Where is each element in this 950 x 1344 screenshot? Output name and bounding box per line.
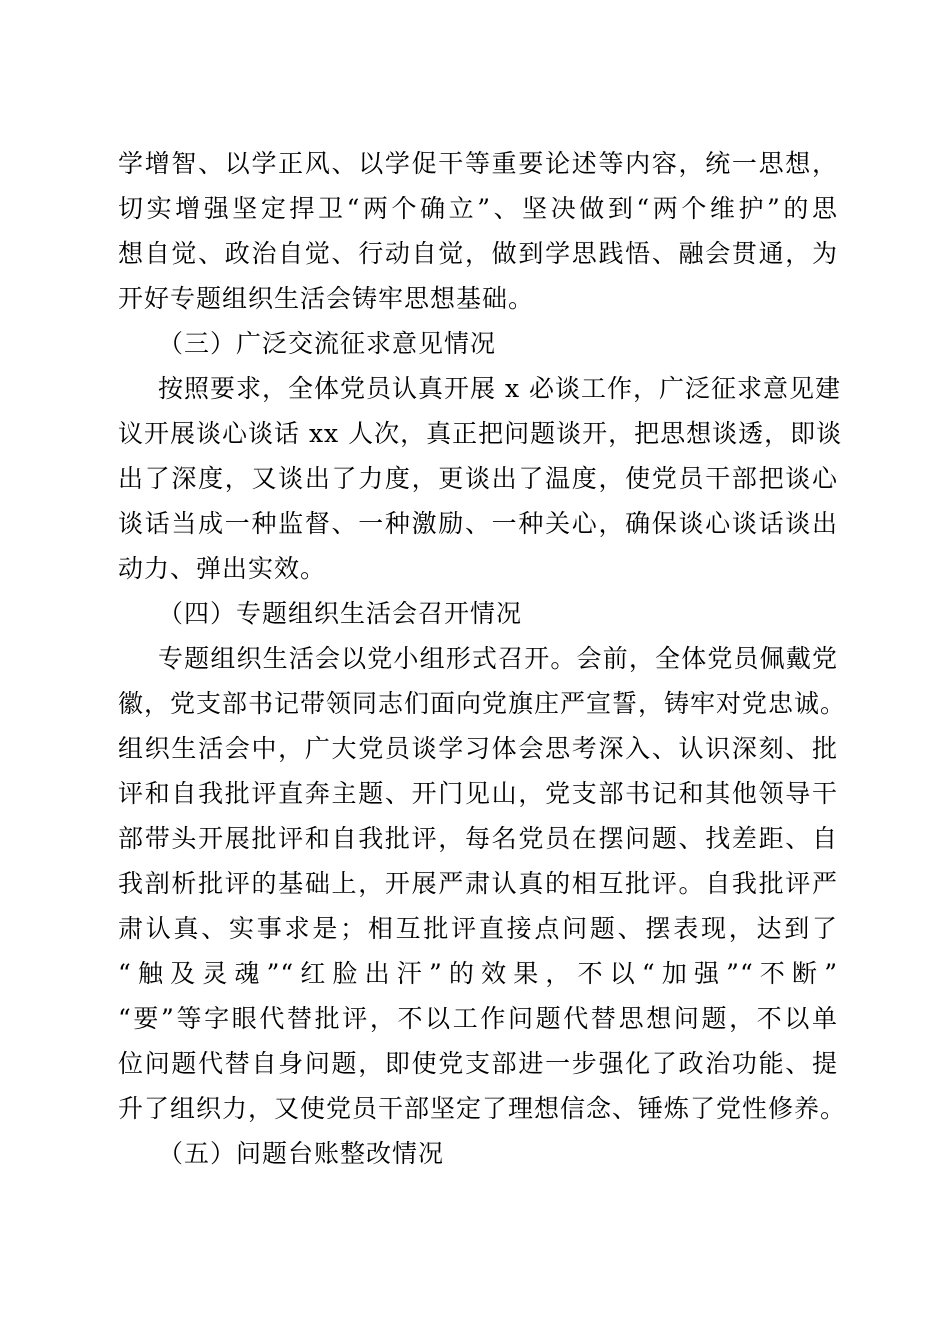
text-line: 议开展谈心谈话 xx 人次，真正把问题谈开，把思想谈透，即谈 (118, 419, 843, 448)
text-line: 出了深度，又谈出了力度，更谈出了温度，使党员干部把谈心 (118, 464, 838, 493)
text-line: 谈话当成一种监督、一种激励、一种关心，确保谈心谈话谈出 (118, 509, 838, 538)
text-line: 按照要求，全体党员认真开展 x 必谈工作，广泛征求意见建 (158, 374, 841, 403)
section-heading: （三）广泛交流征求意见情况 (158, 329, 497, 358)
text-line: 专题组织生活会以党小组形式召开。会前，全体党员佩戴党 (158, 644, 838, 673)
text-line: 徽，党支部书记带领同志们面向党旗庄严宣誓，铸牢对党忠诚。 (118, 689, 847, 718)
text-line: 评和自我批评直奔主题、开门见山，党支部书记和其他领导干 (118, 779, 838, 808)
text-line: 肃认真、实事求是；相互批评直接点问题、摆表现，达到了 (118, 914, 838, 943)
text-line: 升了组织力，又使党员干部坚定了理想信念、锤炼了党性修养。 (118, 1094, 847, 1123)
text-line: 组织生活会中，广大党员谈学习体会思考深入、认识深刻、批 (118, 734, 838, 763)
text-line: 动力、弹出实效。 (118, 554, 327, 583)
text-line: “触及灵魂”“红脸出汗”的效果，不以“加强”“不断” (118, 959, 838, 988)
text-line: 位问题代替自身问题，即使党支部进一步强化了政治功能、提 (118, 1049, 838, 1078)
section-heading: （五）问题台账整改情况 (158, 1139, 445, 1168)
text-line: “要”等字眼代替批评，不以工作问题代替思想问题，不以单 (118, 1004, 838, 1033)
section-heading: （四）专题组织生活会召开情况 (158, 599, 523, 628)
text-line: 学增智、以学正风、以学促干等重要论述等内容，统一思想， (118, 149, 838, 178)
text-line: 我剖析批评的基础上，开展严肃认真的相互批评。自我批评严 (118, 869, 838, 898)
text-line: 想自觉、政治自觉、行动自觉，做到学思践悟、融会贯通，为 (118, 239, 838, 268)
text-line: 切实增强坚定捍卫“两个确立”、坚决做到“两个维护”的思 (118, 194, 838, 223)
text-line: 部带头开展批评和自我批评，每名党员在摆问题、找差距、自 (118, 824, 838, 853)
text-line: 开好专题组织生活会铸牢思想基础。 (118, 284, 535, 313)
